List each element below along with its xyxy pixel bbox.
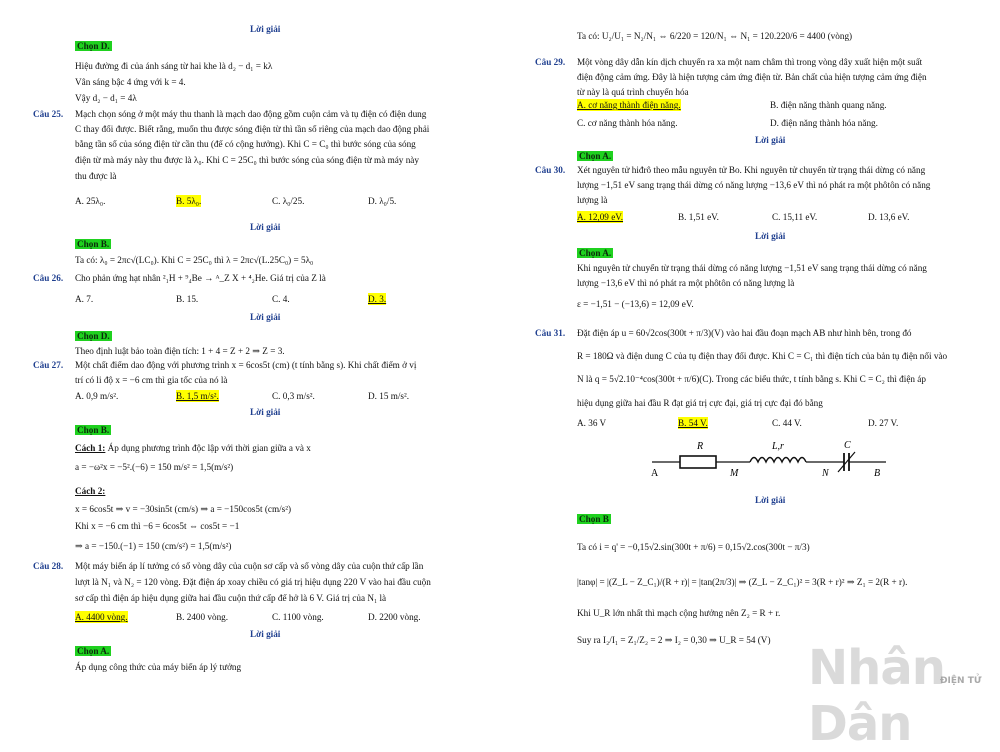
question-text: Xét nguyên tử hiđrô theo mẫu nguyên tử Bo. Khi nguyên tử chuyển từ trạng thái dừng có năng <box>577 165 926 175</box>
option-a-correct: A. cơ năng thành điện năng. <box>577 100 681 110</box>
formula-line: a = −ω²x = −5².(−6) = 150 m/s² = 1,5(m/s²) <box>75 462 234 472</box>
solution-heading: Lời giải <box>755 495 786 505</box>
question-text: Mạch chọn sóng ở một máy thu thanh là mạch dao động gồm cuộn cảm và tụ điện có điện dung <box>75 109 427 119</box>
solution-heading: Lời giải <box>250 24 281 34</box>
solution-heading: Lời giải <box>250 312 281 322</box>
formula-line: Suy ra I₂/I₁ = Z₁/Z₂ = 2 ⇒ I₂ = 0,30 ⇒ U_R = 54 (V) <box>577 635 771 645</box>
label-a: A <box>651 468 659 478</box>
answer-tag: Chọn B. <box>77 425 110 435</box>
right-column <box>500 0 1000 692</box>
resistor-shape <box>680 456 716 468</box>
question-text: lượng −1,51 eV sang trạng thái dừng có năng lượng −13,6 eV thì nó phát ra một phôtôn có năng <box>577 180 931 190</box>
answer-tag: Chọn A. <box>579 151 612 161</box>
question-text: trí có li độ x = −6 cm thì gia tốc của nó là <box>75 375 228 385</box>
question-text: Cho phản ứng hạt nhân ²₁H + ⁹₄Be → ᴬ_Z X + ⁴₂He. Giá trị của Z là <box>75 273 326 283</box>
question-text: R = 180Ω và điện dung C của tụ điện thay đổi được. Khi C = C₁ thì điện tích của bản tụ điện nối vào <box>577 351 948 361</box>
brand-watermark-sub: ĐIỆN TỬ <box>940 676 982 686</box>
question-number: Câu 27. <box>33 360 64 370</box>
option-c: C. cơ năng thành hóa năng. <box>577 118 678 128</box>
option-a: A. 0,9 m/s². <box>75 391 119 401</box>
solution-heading: Lời giải <box>755 231 786 241</box>
question-text: từ này là quá trình chuyển hóa <box>577 87 689 97</box>
inductor-shape <box>750 458 806 463</box>
option-b-correct: B. 5λ₀. <box>176 196 202 206</box>
option-a: A. 7. <box>75 294 94 304</box>
method-label: Cách 2: <box>75 486 106 496</box>
option-d: D. 2200 vòng. <box>368 612 421 622</box>
question-text: Một chất điểm dao động với phương trình x = 6cos5t (cm) (t tính bằng s). Khi chất điểm ở vị <box>75 360 417 370</box>
question-text: lượt là N₁ và N₂ = 120 vòng. Đặt điện áp xoay chiều có giá trị hiệu dụng 220 V vào hai đầu cuộn <box>75 577 431 587</box>
brand-watermark: Nhân Dân <box>808 640 945 752</box>
option-c: C. 0,3 m/s². <box>272 391 315 401</box>
option-a-correct: A. 4400 vòng. <box>75 612 128 622</box>
option-b: B. điện năng thành quang năng. <box>770 100 887 110</box>
formula-line: Ta có i = q' = −0,15√2.sin(300t + π/6) = 0,15√2.cos(300t − π/3) <box>577 542 810 552</box>
option-b: B. 15. <box>176 294 199 304</box>
formula-line: Ta có: U₂/U₁ = N₂/N₁ ⇔ 6/220 = 120/N₁ ⇔ N₁ = 120.220/6 = 4400 (vòng) <box>577 31 853 41</box>
question-text: thu được là <box>75 171 117 181</box>
answer-tag: Chọn A. <box>579 248 612 258</box>
option-d: D. λ₀/5. <box>368 196 397 206</box>
formula-line: ⇒ a = −150.(−1) = 150 (cm/s²) = 1,5(m/s²) <box>75 541 232 551</box>
label-c: C <box>844 440 851 451</box>
question-text: điện từ mà máy này thu được là λ₀. Khi C = 25C₀ thì bước sóng của sóng điện từ mà máy này <box>75 155 419 165</box>
option-d-correct: D. 3. <box>368 294 387 304</box>
solution-heading: Lời giải <box>250 629 281 639</box>
text-line: Áp dụng phương trình độc lập với thời gian giữa a và x <box>105 443 311 453</box>
option-c: C. 1100 vòng. <box>272 612 324 622</box>
option-d: D. 13,6 eV. <box>868 212 910 222</box>
label-r: R <box>697 441 704 452</box>
question-number: Câu 30. <box>535 165 566 175</box>
option-a-correct: A. 12,09 eV. <box>577 212 624 222</box>
option-b-correct: B. 1,5 m/s². <box>176 391 219 401</box>
solution-heading: Lời giải <box>250 407 281 417</box>
label-lr: L,r <box>772 441 784 452</box>
text-line: Khi nguyên tử chuyển từ trạng thái dừng có năng lượng −1,51 eV sang trạng thái dừng có năng <box>577 263 927 273</box>
question-text: C thay đổi được. Biết rằng, muốn thu được sóng điện từ thì tần số riêng của mạch dao động phải <box>75 124 430 134</box>
question-number: Câu 31. <box>535 328 566 338</box>
question-text: điện động cảm ứng. Đây là hiện tượng cảm ứng điện từ. Bản chất của hiện tượng cảm ứng điện <box>577 72 927 82</box>
label-m: M <box>730 468 739 478</box>
formula-line: x = 6cos5t ⇒ v = −30sin5t (cm/s) ⇒ a = −150cos5t (cm/s²) <box>75 504 292 514</box>
question-text: hiệu dụng giữa hai đầu R đạt giá trị cực đại, giá trị cực đại đó bằng <box>577 398 823 408</box>
question-text: bằng tần số của sóng điện từ cần thu (để có cộng hưởng). Khi C = C₀ thì bước sóng của sóng <box>75 139 416 149</box>
text-line: Vân sáng bậc 4 ứng với k = 4. <box>75 77 186 87</box>
option-c: C. 44 V. <box>772 418 802 428</box>
answer-tag: Chọn B <box>579 514 609 524</box>
option-a: A. 25λ₀. <box>75 196 106 206</box>
text-line: Hiệu đường đi của ánh sáng từ hai khe là d₂ − d₁ = kλ <box>75 61 273 71</box>
answer-tag: Chọn D. <box>77 331 110 341</box>
question-number: Câu 29. <box>535 57 566 67</box>
option-d: D. 27 V. <box>868 418 899 428</box>
formula-line: ε = −1,51 − (−13,6) = 12,09 eV. <box>577 299 694 309</box>
answer-tag: Chọn D. <box>77 41 110 51</box>
question-text: Đặt điện áp u = 60√2cos(300t + π/3)(V) vào hai đầu đoạn mạch AB như hình bên, trong đó <box>577 328 912 338</box>
option-c: C. 15,11 eV. <box>772 212 818 222</box>
formula-line: Khi U_R lớn nhất thì mạch cộng hưởng nên Z₂ = R + r. <box>577 608 781 618</box>
question-text: Một vòng dây dẫn kín dịch chuyển ra xa một nam châm thì trong vòng dây xuất hiện một suất <box>577 57 923 67</box>
formula-line: Khi x = −6 cm thì −6 = 6cos5t ⇔ cos5t = −1 <box>75 521 240 531</box>
option-b: B. 1,51 eV. <box>678 212 719 222</box>
option-b-correct: B. 54 V. <box>678 418 708 428</box>
answer-tag: Chọn B. <box>77 239 110 249</box>
question-text: Một máy biến áp lí tưởng có số vòng dây của cuộn sơ cấp và số vòng dây của cuộn thứ cấp lần <box>75 561 424 571</box>
option-d: D. 15 m/s². <box>368 391 410 401</box>
option-b: B. 2400 vòng. <box>176 612 229 622</box>
question-number: Câu 28. <box>33 561 64 571</box>
option-c: C. λ₀/25. <box>272 196 305 206</box>
text-line: Áp dụng công thức của máy biến áp lý tưởng <box>75 662 242 672</box>
option-c: C. 4. <box>272 294 290 304</box>
text-line: Vậy d₂ − d₁ = 4λ <box>75 93 137 103</box>
option-d: D. điện năng thành hóa năng. <box>770 118 878 128</box>
formula-line: |tanφ| = |(Z_L − Z_C₁)/(R + r)| = |tan(2π/3)| ⇒ (Z_L − Z_C₁)² = 3(R + r)² ⇒ Z₁ = 2(R + r). <box>577 577 908 587</box>
question-text: N là q = 5√2.10⁻⁴cos(300t + π/6)(C). Trong các biểu thức, t tính bằng s. Khi C = C₂ thì điện áp <box>577 374 926 384</box>
question-text: sơ cấp thì điện áp hiệu dụng giữa hai đầu cuộn thứ cấp để hở là 6 V. Giá trị của N₁ là <box>75 593 387 603</box>
question-text: lượng là <box>577 195 608 205</box>
question-number: Câu 26. <box>33 273 64 283</box>
text-line: Ta có: λ₀ = 2πc√(LC₀). Khi C = 25C₀ thì λ = 2πc√(L.25C₀) = 5λ₀ <box>75 255 314 265</box>
label-b: B <box>874 468 881 478</box>
left-column <box>0 0 500 692</box>
circuit-diagram <box>650 436 890 478</box>
method-label: Cách 1: <box>75 443 106 453</box>
text-line: Theo định luật bảo toàn điện tích: 1 + 4 = Z + 2 ⇒ Z = 3. <box>75 346 285 356</box>
option-a: A. 36 V <box>577 418 607 428</box>
question-number: Câu 25. <box>33 109 64 119</box>
answer-tag: Chọn A. <box>77 646 110 656</box>
solution-heading: Lời giải <box>755 135 786 145</box>
text-line: lượng −13,6 eV thì nó phát ra một phôtôn có năng lượng là <box>577 278 795 288</box>
circuit-svg <box>650 436 890 478</box>
solution-heading: Lời giải <box>250 222 281 232</box>
label-n: N <box>822 468 829 478</box>
